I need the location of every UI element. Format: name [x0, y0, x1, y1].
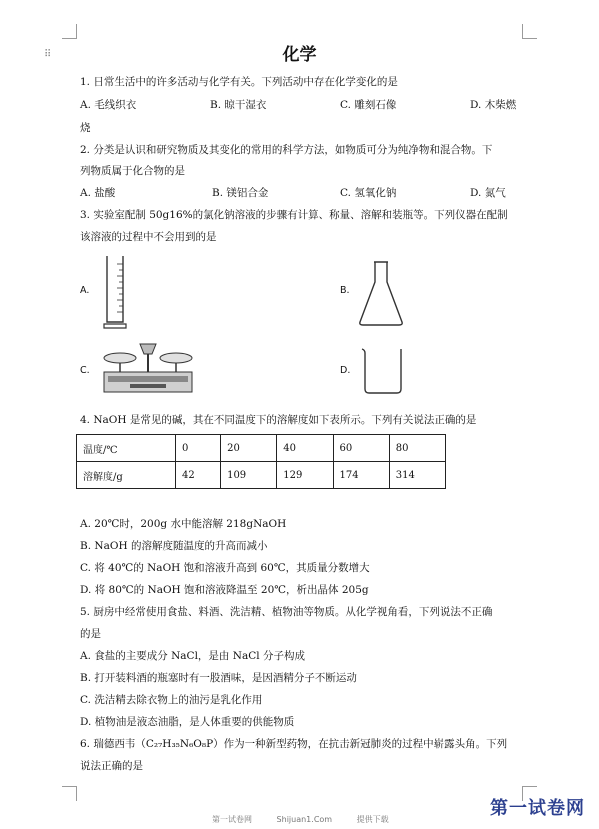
q3-stem-line2: 该溶液的过程中不会用到的是: [80, 231, 217, 243]
table-cell: 溶解度/g: [77, 462, 176, 489]
q1-stem: 1. 日常生活中的许多活动与化学有关。下列活动中存在化学变化的是: [80, 76, 398, 88]
table-row: [77, 435, 446, 462]
q2-option-a: A. 盐酸: [80, 187, 116, 199]
q5-option-d: D. 植物油是液态油脂，是人体重要的供能物质: [80, 716, 295, 728]
table-cell: 温度/℃: [77, 435, 176, 462]
q3-stem-line1: 3. 实验室配制 50g16%的氯化钠溶液的步骤有计算、称量、溶解和装瓶等。下列仪器在配制: [80, 209, 508, 221]
q2-option-d: D. 氮气: [470, 187, 506, 199]
q2-stem-line1: 2. 分类是认识和研究物质及其变化的常用的科学方法，如物质可分为纯净物和混合物。下: [80, 144, 493, 156]
q5-stem-line1: 5. 厨房中经常使用食盐、料酒、洗洁精、植物油等物质。从化学视角看，下列说法不正确: [80, 606, 493, 618]
q4-stem: 4. NaOH 是常见的碱，其在不同温度下的溶解度如下表所示。下列有关说法正确的是: [80, 414, 477, 426]
table-cell: 0: [176, 435, 221, 462]
q4-option-b: B. NaOH 的溶解度随温度的升高而减小: [80, 540, 268, 552]
q2-option-b: B. 镁铝合金: [212, 187, 269, 199]
drag-handle-icon[interactable]: ⠿: [44, 49, 52, 60]
q1-option-a: A. 毛线织衣: [80, 99, 137, 111]
q4-option-a: A. 20℃时，200g 水中能溶解 218gNaOH: [80, 518, 287, 530]
q4-option-d: D. 将 80℃的 NaOH 饱和溶液降温至 20℃，析出晶体 205g: [80, 584, 369, 596]
table-cell: 109: [221, 462, 277, 489]
table-cell: 42: [176, 462, 221, 489]
conical-flask-figure: [356, 258, 406, 328]
q4-option-c: C. 将 40℃的 NaOH 饱和溶液升高到 60℃，其质量分数增大: [80, 562, 370, 574]
crop-mark-bottom-left: [62, 786, 77, 801]
q6-stem-line2: 说法正确的是: [80, 760, 143, 772]
crop-mark-top-left: [62, 24, 77, 39]
balance-scale-figure: [98, 336, 198, 396]
q5-stem-line2: 的是: [80, 628, 101, 640]
q3-label-d: D.: [340, 365, 351, 376]
table-cell: 40: [277, 435, 333, 462]
q2-option-c: C. 氢氧化钠: [340, 187, 397, 199]
q5-option-b: B. 打开装料酒的瓶塞时有一股酒味，是因酒精分子不断运动: [80, 672, 357, 684]
q1-option-b: B. 晾干湿衣: [210, 99, 267, 111]
footer-site-domain: Shijuan1.Com: [276, 815, 333, 824]
q5-option-a: A. 食盐的主要成分 NaCl，是由 NaCl 分子构成: [80, 650, 305, 662]
solubility-table: [76, 434, 446, 489]
table-cell: 60: [333, 435, 389, 462]
table-cell: 80: [389, 435, 445, 462]
table-row: [77, 462, 446, 489]
q2-stem-line2: 列物质属于化合物的是: [80, 165, 185, 177]
q3-label-c: C.: [80, 365, 90, 376]
graduated-cylinder-figure: [100, 252, 130, 330]
table-cell: 129: [277, 462, 333, 489]
beaker-figure: [358, 345, 408, 397]
q1-option-d: D. 木柴燃: [470, 99, 517, 111]
table-cell: 174: [333, 462, 389, 489]
page-title: 化学: [282, 45, 317, 65]
watermark-logo: 第一试卷网: [490, 798, 585, 819]
q3-label-b: B.: [340, 285, 350, 296]
crop-mark-top-right: [522, 24, 537, 39]
q6-stem-line1: 6. 瑞德西韦（C₂₇H₃₅N₆O₈P）作为一种新型药物，在抗击新冠肺炎的过程中崭露头角。下列: [80, 738, 508, 750]
table-cell: 20: [221, 435, 277, 462]
q1-option-d-wrap: 烧: [80, 122, 91, 134]
footer-download-text: 提供下载: [356, 815, 389, 824]
q3-label-a: A.: [80, 285, 90, 296]
q1-option-c: C. 雕刻石像: [340, 99, 397, 111]
q5-option-c: C. 洗洁精去除衣物上的油污是乳化作用: [80, 694, 263, 706]
footer-site-name: 第一试卷网: [212, 815, 252, 824]
table-cell: 314: [389, 462, 445, 489]
page-footer: [212, 814, 411, 825]
